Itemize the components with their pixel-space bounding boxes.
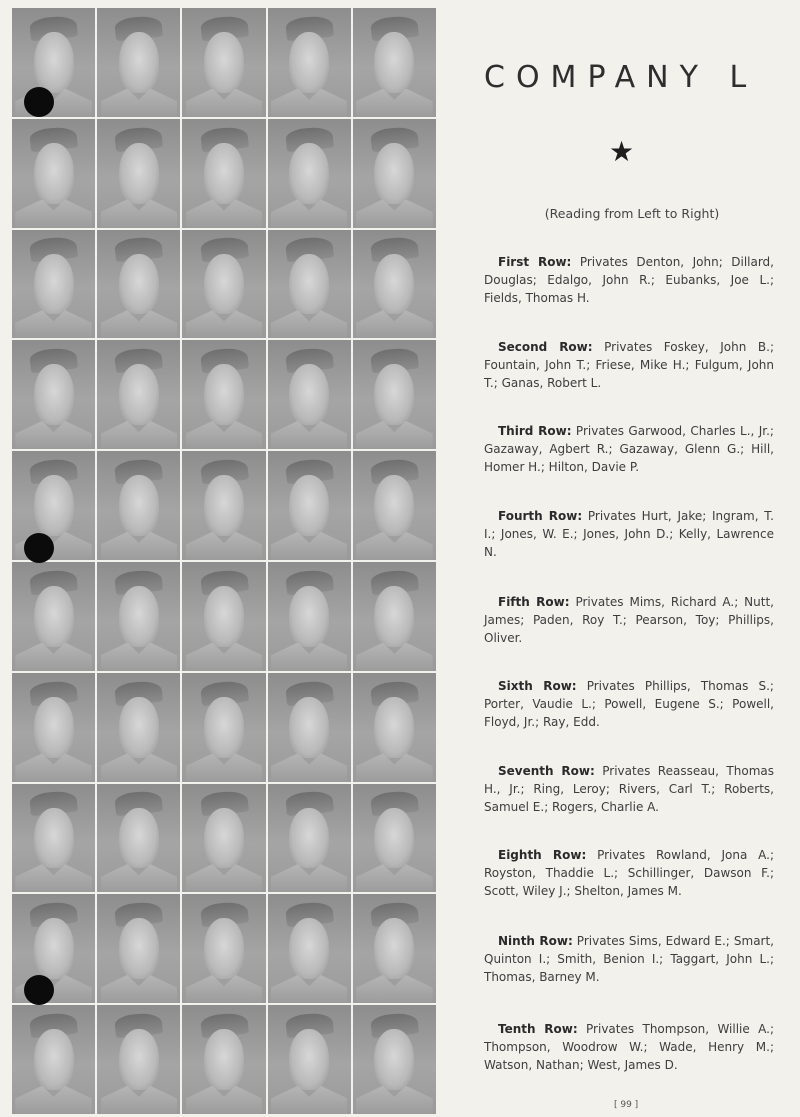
caption-label: Fifth Row: <box>498 595 570 609</box>
portrait-photo <box>268 894 351 1003</box>
caption-label: Second Row: <box>498 340 593 354</box>
caption-row-1 <box>484 253 774 307</box>
portrait-photo <box>182 894 265 1003</box>
caption-names: Privates Foskey, John B.; Fountain, John T.; Friese, Mike H.; Fulgum, John T.; Ganas, Robert L. <box>484 340 774 390</box>
caption-row-9 <box>484 932 774 986</box>
caption-names: Privates Phillips, Thomas S.; Porter, Vaudie L.; Powell, Eugene S.; Powell, Floyd, Jr.; Ray, Edd. <box>484 679 774 729</box>
binder-hole <box>24 87 54 117</box>
portrait-photo <box>353 340 436 449</box>
portrait-photo <box>12 230 95 339</box>
portrait-photo <box>268 340 351 449</box>
caption-row-10 <box>484 1020 774 1074</box>
caption-label: Sixth Row: <box>498 679 577 693</box>
binder-hole <box>24 533 54 563</box>
portrait-photo <box>182 784 265 893</box>
portrait-photo <box>268 8 351 117</box>
portrait-photo <box>97 562 180 671</box>
caption-row-7 <box>484 762 774 816</box>
caption-names: Privates Denton, John; Dillard, Douglas; Edalgo, John R.; Eubanks, Joe L.; Fields, Thomas H. <box>484 255 774 305</box>
portrait-photo <box>353 1005 436 1114</box>
portrait-photo <box>182 451 265 560</box>
portrait-photo <box>97 673 180 782</box>
caption-label: Fourth Row: <box>498 509 583 523</box>
caption-row-8 <box>484 846 774 900</box>
portrait-photo <box>182 1005 265 1114</box>
portrait-photo <box>182 340 265 449</box>
page-number: [ 99 ] <box>614 1100 639 1110</box>
portrait-photo <box>268 562 351 671</box>
binder-hole <box>24 975 54 1005</box>
portrait-photo <box>353 119 436 228</box>
caption-names: Privates Thompson, Willie A.; Thompson, Woodrow W.; Wade, Henry M.; Watson, Nathan; West, James D. <box>484 1022 774 1072</box>
portrait-photo <box>97 340 180 449</box>
caption-label: Third Row: <box>498 424 572 438</box>
caption-names: Privates Hurt, Jake; Ingram, T. I.; Jones, W. E.; Jones, John D.; Kelly, Lawrence N. <box>484 509 774 559</box>
caption-names: Privates Mims, Richard A.; Nutt, James; Paden, Roy T.; Pearson, Toy; Phillips, Oliver. <box>484 595 774 645</box>
reading-note: (Reading from Left to Right) <box>544 206 720 221</box>
portrait-photo <box>12 119 95 228</box>
portrait-photo <box>97 784 180 893</box>
portrait-photo <box>353 230 436 339</box>
caption-names: Privates Garwood, Charles L., Jr.; Gazaway, Agbert R.; Gazaway, Glenn G.; Hill, Homer H.; Hilton, Davie P. <box>484 424 774 474</box>
portrait-photo <box>12 1005 95 1114</box>
portrait-photo <box>268 673 351 782</box>
caption-row-3 <box>484 422 774 476</box>
portrait-photo <box>268 784 351 893</box>
caption-row-4 <box>484 507 774 561</box>
portrait-photo <box>353 562 436 671</box>
portrait-photo <box>97 894 180 1003</box>
portrait-photo <box>268 1005 351 1114</box>
caption-label: Ninth Row: <box>498 934 573 948</box>
caption-label: First Row: <box>498 255 572 269</box>
caption-row-2 <box>484 338 774 392</box>
portrait-photo <box>97 230 180 339</box>
portrait-photo <box>353 784 436 893</box>
portrait-photo <box>97 119 180 228</box>
portrait-photo <box>353 451 436 560</box>
portrait-photo <box>12 562 95 671</box>
caption-label: Eighth Row: <box>498 848 587 862</box>
portrait-photo <box>353 673 436 782</box>
portrait-photo <box>97 451 180 560</box>
portrait-photo <box>182 119 265 228</box>
caption-label: Tenth Row: <box>498 1022 578 1036</box>
portrait-photo <box>97 1005 180 1114</box>
caption-row-5 <box>484 593 774 647</box>
caption-names: Privates Reasseau, Thomas H., Jr.; Ring, Leroy; Rivers, Carl T.; Roberts, Samuel E.; Rogers, Charlie A. <box>484 764 774 814</box>
caption-names: Privates Sims, Edward E.; Smart, Quinton I.; Smith, Benion I.; Taggart, John L.; Thomas, Barney M. <box>484 934 774 984</box>
star-icon: ★ <box>609 135 635 168</box>
portrait-photo <box>268 451 351 560</box>
portrait-photo <box>268 119 351 228</box>
portrait-grid <box>12 8 436 1114</box>
caption-row-6 <box>484 677 774 731</box>
portrait-photo <box>268 230 351 339</box>
portrait-photo <box>97 8 180 117</box>
portrait-photo <box>12 784 95 893</box>
portrait-photo <box>182 230 265 339</box>
portrait-photo <box>12 673 95 782</box>
portrait-photo <box>12 340 95 449</box>
portrait-photo <box>182 8 265 117</box>
portrait-photo <box>182 673 265 782</box>
portrait-photo <box>353 8 436 117</box>
caption-label: Seventh Row: <box>498 764 595 778</box>
caption-names: Privates Rowland, Jona A.; Royston, Thaddie L.; Schillinger, Dawson F.; Scott, Wiley J.; Shelton, James M. <box>484 848 774 898</box>
portrait-photo <box>353 894 436 1003</box>
portrait-photo <box>182 562 265 671</box>
page-title: COMPANY L <box>484 60 758 95</box>
